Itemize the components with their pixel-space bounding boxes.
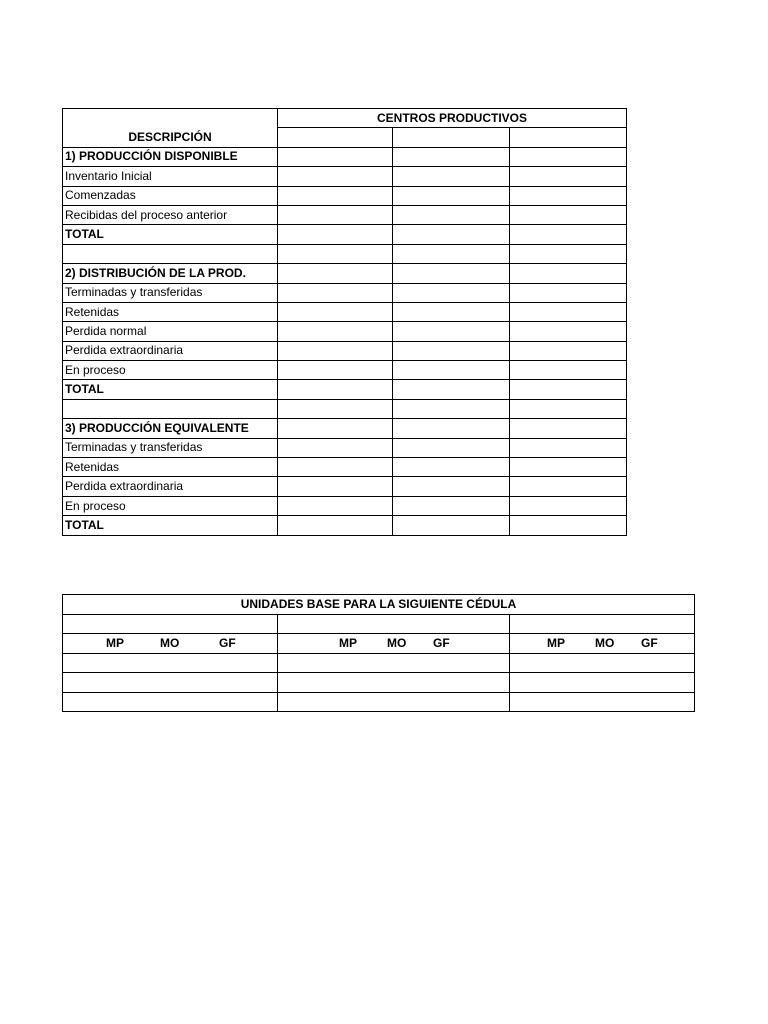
value-cell[interactable] [510, 186, 627, 205]
row-label: En proceso [63, 361, 278, 380]
center-2-header-cell[interactable] [393, 128, 510, 147]
value-cell[interactable] [278, 380, 393, 399]
table-row [63, 244, 627, 263]
value-cell[interactable] [278, 341, 393, 360]
value-cell[interactable] [510, 692, 695, 712]
value-cell[interactable] [278, 399, 393, 418]
row-label: Recibidas del proceso anterior [63, 205, 278, 224]
table-row [63, 186, 627, 205]
row-label: Perdida extraordinaria [63, 477, 278, 496]
base-units-cell[interactable] [278, 614, 510, 634]
value-cell[interactable] [393, 264, 510, 283]
row-label: 3) PRODUCCIÓN EQUIVALENTE [63, 419, 278, 438]
value-cell[interactable] [393, 341, 510, 360]
base-units-title-row [63, 595, 695, 615]
units-group-1 [63, 634, 278, 654]
row-label: Inventario Inicial [63, 167, 278, 186]
center-1-header-cell[interactable] [278, 128, 393, 147]
value-cell[interactable] [510, 496, 627, 515]
table-row [63, 147, 627, 166]
value-cell[interactable] [510, 516, 627, 535]
table-row [63, 419, 627, 438]
value-cell[interactable] [393, 399, 510, 418]
value-cell[interactable] [510, 302, 627, 321]
value-cell[interactable] [510, 419, 627, 438]
value-cell[interactable] [278, 361, 393, 380]
row-label [63, 399, 278, 418]
mp-label: MP [106, 635, 124, 650]
value-cell[interactable] [278, 322, 393, 341]
value-cell[interactable] [510, 399, 627, 418]
row-label: Perdida extraordinaria [63, 341, 278, 360]
value-cell[interactable] [278, 496, 393, 515]
value-cell[interactable] [510, 264, 627, 283]
production-table [62, 108, 627, 536]
value-cell[interactable] [278, 186, 393, 205]
gf-label: GF [641, 635, 658, 650]
value-cell[interactable] [278, 438, 393, 457]
value-cell[interactable] [63, 673, 278, 693]
value-cell[interactable] [510, 673, 695, 693]
value-cell[interactable] [510, 438, 627, 457]
table-row [63, 516, 627, 535]
center-3-header-cell[interactable] [510, 128, 627, 147]
value-cell[interactable] [278, 225, 393, 244]
row-label: Perdida normal [63, 322, 278, 341]
value-cell[interactable] [278, 244, 393, 263]
table-row [63, 322, 627, 341]
value-cell[interactable] [393, 419, 510, 438]
value-cell[interactable] [393, 361, 510, 380]
value-cell[interactable] [393, 477, 510, 496]
value-cell[interactable] [393, 322, 510, 341]
value-cell[interactable] [393, 244, 510, 263]
mo-label: MO [160, 635, 180, 650]
value-cell[interactable] [510, 653, 695, 673]
value-cell[interactable] [393, 186, 510, 205]
row-label: Retenidas [63, 302, 278, 321]
value-cell[interactable] [510, 361, 627, 380]
value-cell[interactable] [510, 477, 627, 496]
value-cell[interactable] [278, 692, 510, 712]
table-row [63, 458, 627, 477]
table-row [63, 361, 627, 380]
value-cell[interactable] [278, 264, 393, 283]
base-units-cell[interactable] [63, 614, 278, 634]
value-cell[interactable] [278, 283, 393, 302]
description-header: DESCRIPCIÓN [63, 109, 278, 148]
value-cell[interactable] [510, 244, 627, 263]
table-header-row-1 [63, 109, 627, 128]
table-row [63, 380, 627, 399]
value-cell[interactable] [393, 167, 510, 186]
value-cell[interactable] [278, 147, 393, 166]
mo-label: MO [595, 635, 615, 650]
productive-centers-header: CENTROS PRODUCTIVOS [278, 109, 627, 128]
value-cell[interactable] [63, 692, 278, 712]
value-cell[interactable] [278, 477, 393, 496]
table-row [63, 438, 627, 457]
value-cell[interactable] [510, 147, 627, 166]
row-label: En proceso [63, 496, 278, 515]
value-cell[interactable] [278, 167, 393, 186]
row-label [63, 244, 278, 263]
base-units-cell[interactable] [510, 614, 695, 634]
value-cell[interactable] [63, 653, 278, 673]
units-header-row [63, 634, 695, 654]
mo-label: MO [387, 635, 407, 650]
row-label: Terminadas y transferidas [63, 438, 278, 457]
value-cell[interactable] [393, 205, 510, 224]
value-cell[interactable] [278, 653, 510, 673]
value-cell[interactable] [510, 322, 627, 341]
table-row [63, 341, 627, 360]
value-cell[interactable] [278, 673, 510, 693]
row-label: Terminadas y transferidas [63, 283, 278, 302]
row-label: TOTAL [63, 516, 278, 535]
row-label: TOTAL [63, 380, 278, 399]
units-group-2 [278, 634, 510, 654]
value-cell[interactable] [510, 380, 627, 399]
table-row [63, 205, 627, 224]
value-cell[interactable] [393, 147, 510, 166]
value-cell[interactable] [393, 516, 510, 535]
value-cell[interactable] [278, 205, 393, 224]
base-units-table [62, 594, 695, 712]
value-cell[interactable] [393, 225, 510, 244]
table-row [63, 692, 695, 712]
gf-label: GF [433, 635, 450, 650]
value-cell[interactable] [393, 302, 510, 321]
row-label: 1) PRODUCCIÓN DISPONIBLE [63, 147, 278, 166]
row-label: 2) DISTRIBUCIÓN DE LA PROD. [63, 264, 278, 283]
table-row [63, 653, 695, 673]
table-row [63, 264, 627, 283]
value-cell[interactable] [510, 167, 627, 186]
value-cell[interactable] [510, 341, 627, 360]
value-cell[interactable] [278, 419, 393, 438]
value-cell[interactable] [393, 496, 510, 515]
value-cell[interactable] [278, 516, 393, 535]
mp-label: MP [547, 635, 565, 650]
row-label: Retenidas [63, 458, 278, 477]
base-units-title: UNIDADES BASE PARA LA SIGUIENTE CÉDULA [63, 595, 695, 615]
value-cell[interactable] [510, 283, 627, 302]
row-label: TOTAL [63, 225, 278, 244]
table-row [63, 225, 627, 244]
value-cell[interactable] [393, 458, 510, 477]
value-cell[interactable] [510, 225, 627, 244]
row-label: Comenzadas [63, 186, 278, 205]
value-cell[interactable] [393, 283, 510, 302]
gf-label: GF [219, 635, 236, 650]
table-row [63, 302, 627, 321]
table-row [63, 283, 627, 302]
value-cell[interactable] [510, 458, 627, 477]
table-row [63, 167, 627, 186]
value-cell[interactable] [278, 302, 393, 321]
table-row [63, 673, 695, 693]
value-cell[interactable] [510, 205, 627, 224]
base-units-blank-row [63, 614, 695, 634]
table-row [63, 496, 627, 515]
mp-label: MP [339, 635, 357, 650]
value-cell[interactable] [278, 458, 393, 477]
value-cell[interactable] [393, 438, 510, 457]
table-row [63, 399, 627, 418]
value-cell[interactable] [393, 380, 510, 399]
table-row [63, 477, 627, 496]
units-group-3 [510, 634, 695, 654]
